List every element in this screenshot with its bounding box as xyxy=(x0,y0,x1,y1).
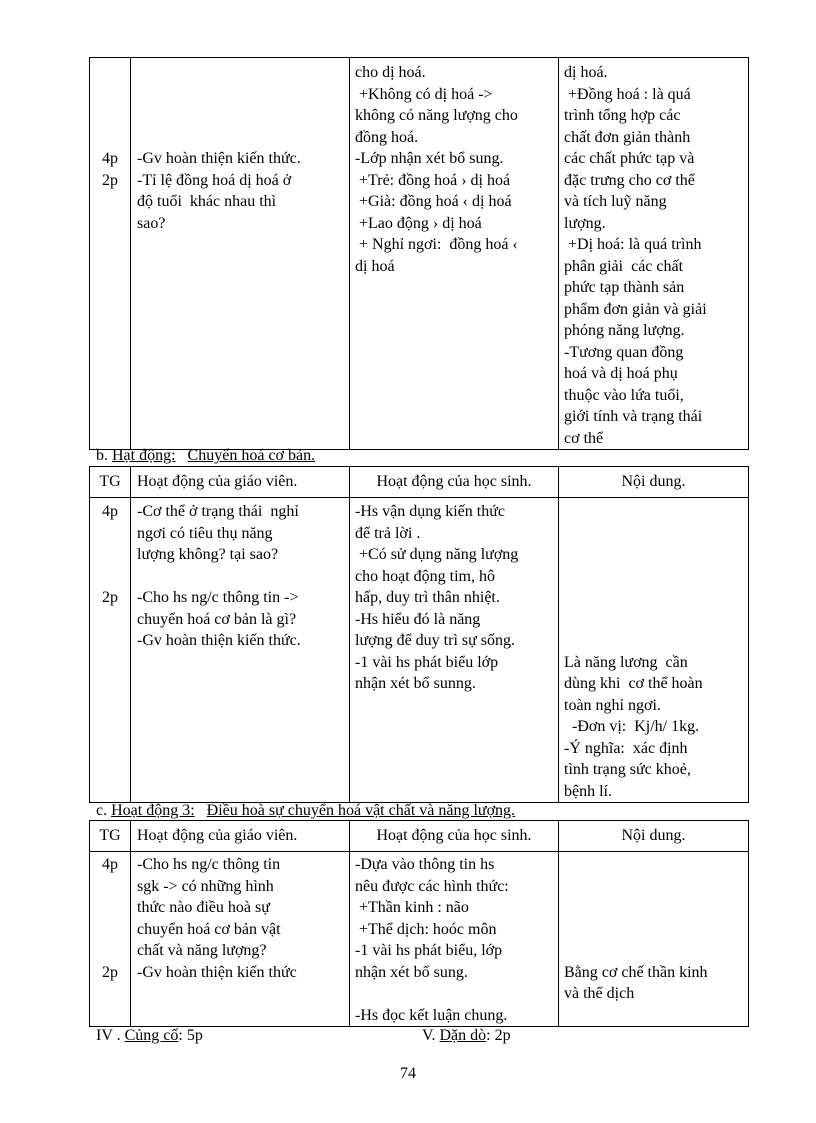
content-cell: dị hoá. +Đồng hoá : là quá trình tổng hợp các chất đơn giản thành các chất phức tạp và đặc trưng cho cơ thể và tích luỹ năng lượng. +Dị hoá: là quá trình phân giải các chất phức tạp thành sản phẩm đơn giản và giải phóng năng lượng. -Tương quan đồng hoá và dị hoá phụ thuộc vào lứa tuổi, giới tính và trạng thái cơ thể xyxy=(559,58,749,450)
page-number: 74 xyxy=(400,1065,416,1082)
consolidation-label: Củng cố xyxy=(124,1027,179,1044)
content-cell: Là năng lương cần dùng khi cơ thể hoàn toàn nghỉ ngơi. -Đơn vị: Kj/h/ 1kg. -Ý nghĩa: xác định tình trạng sức khoẻ, bệnh lí. xyxy=(559,498,749,803)
student-activity-cell: cho dị hoá. +Không có dị hoá -> không có năng lượng cho đồng hoá. -Lớp nhận xét bổ sung. +Trẻ: đồng hoá › dị hoá +Già: đồng hoá ‹ dị hoá +Lao động › dị hoá + Nghỉ ngơi: đồng hoá ‹ dị hoá xyxy=(350,58,559,450)
section-c-title: Điều hoà sự chuyển hoá vật chất và năng lượng. xyxy=(206,802,516,819)
table-continuation xyxy=(89,57,749,450)
section-b-label: Hạt động: xyxy=(112,447,176,464)
section-b-heading: b. Hạt động: Chuyển hoá cơ bản. xyxy=(96,447,316,464)
teacher-activity-cell: -Gv hoàn thiện kiến thức. -Tỉ lệ đồng hoá dị hoá ở độ tuổi khác nhau thì sao? xyxy=(131,58,350,450)
table-basic-metabolism xyxy=(89,466,749,803)
teacher-activity-cell: -Cơ thể ở trạng thái nghỉ ngơi có tiêu thụ năng lượng không? tại sao? -Cho hs ng/c thông tin -> chuyển hoá cơ bản là gì? -Gv hoàn thiện kiến thức. xyxy=(131,498,350,803)
header-content: Nội dung. xyxy=(559,821,749,852)
tg-cell: 4p 2p xyxy=(90,498,131,803)
teacher-activity-cell: -Cho hs ng/c thông tin sgk -> có những hình thức nào điều hoà sự chuyển hoá cơ bản vật chất và năng lượng? -Gv hoàn thiện kiến thức xyxy=(131,852,350,1027)
header-tg: TG xyxy=(90,467,131,498)
header-student: Hoạt động của học sinh. xyxy=(350,467,559,498)
table-metabolism-regulation xyxy=(89,820,749,1027)
tg-cell: 4p 2p xyxy=(90,58,131,450)
footer-consolidation: IV . Củng cố: 5p xyxy=(96,1027,203,1044)
header-student: Hoạt động của học sinh. xyxy=(350,821,559,852)
section-c-label: Hoạt động 3: xyxy=(111,802,195,819)
header-teacher: Hoạt động của giáo viên. xyxy=(131,467,350,498)
footer-homework: V. Dặn dò: 2p xyxy=(422,1027,511,1044)
table-header-row xyxy=(90,821,749,852)
student-activity-cell: -Hs vận dụng kiến thức để trả lời . +Có sử dụng năng lượng cho hoạt động tim, hô hấp, duy trì thân nhiệt. -Hs hiểu đó là năng lượng để duy trì sự sống. -1 vài hs phát biểu lớp nhận xét bổ sunng. xyxy=(350,498,559,803)
header-tg: TG xyxy=(90,821,131,852)
header-teacher: Hoạt động của giáo viên. xyxy=(131,821,350,852)
tg-cell: 4p 2p xyxy=(90,852,131,1027)
homework-label: Dặn dò xyxy=(439,1027,487,1044)
content-cell: Bằng cơ chế thần kinh và thể dịch xyxy=(559,852,749,1027)
section-b-title: Chuyển hoá cơ bản. xyxy=(187,447,316,464)
header-content: Nội dung. xyxy=(559,467,749,498)
section-c-heading: c. Hoạt động 3: Điều hoà sự chuyển hoá vật chất và năng lượng. xyxy=(96,802,516,819)
student-activity-cell: -Dựa vào thông tin hs nêu được các hình thức: +Thần kinh : não +Thể dịch: hoóc môn -1 vài hs phát biểu, lớp nhận xét bổ sung. -Hs đọc kết luận chung. xyxy=(350,852,559,1027)
table-header-row xyxy=(90,467,749,498)
